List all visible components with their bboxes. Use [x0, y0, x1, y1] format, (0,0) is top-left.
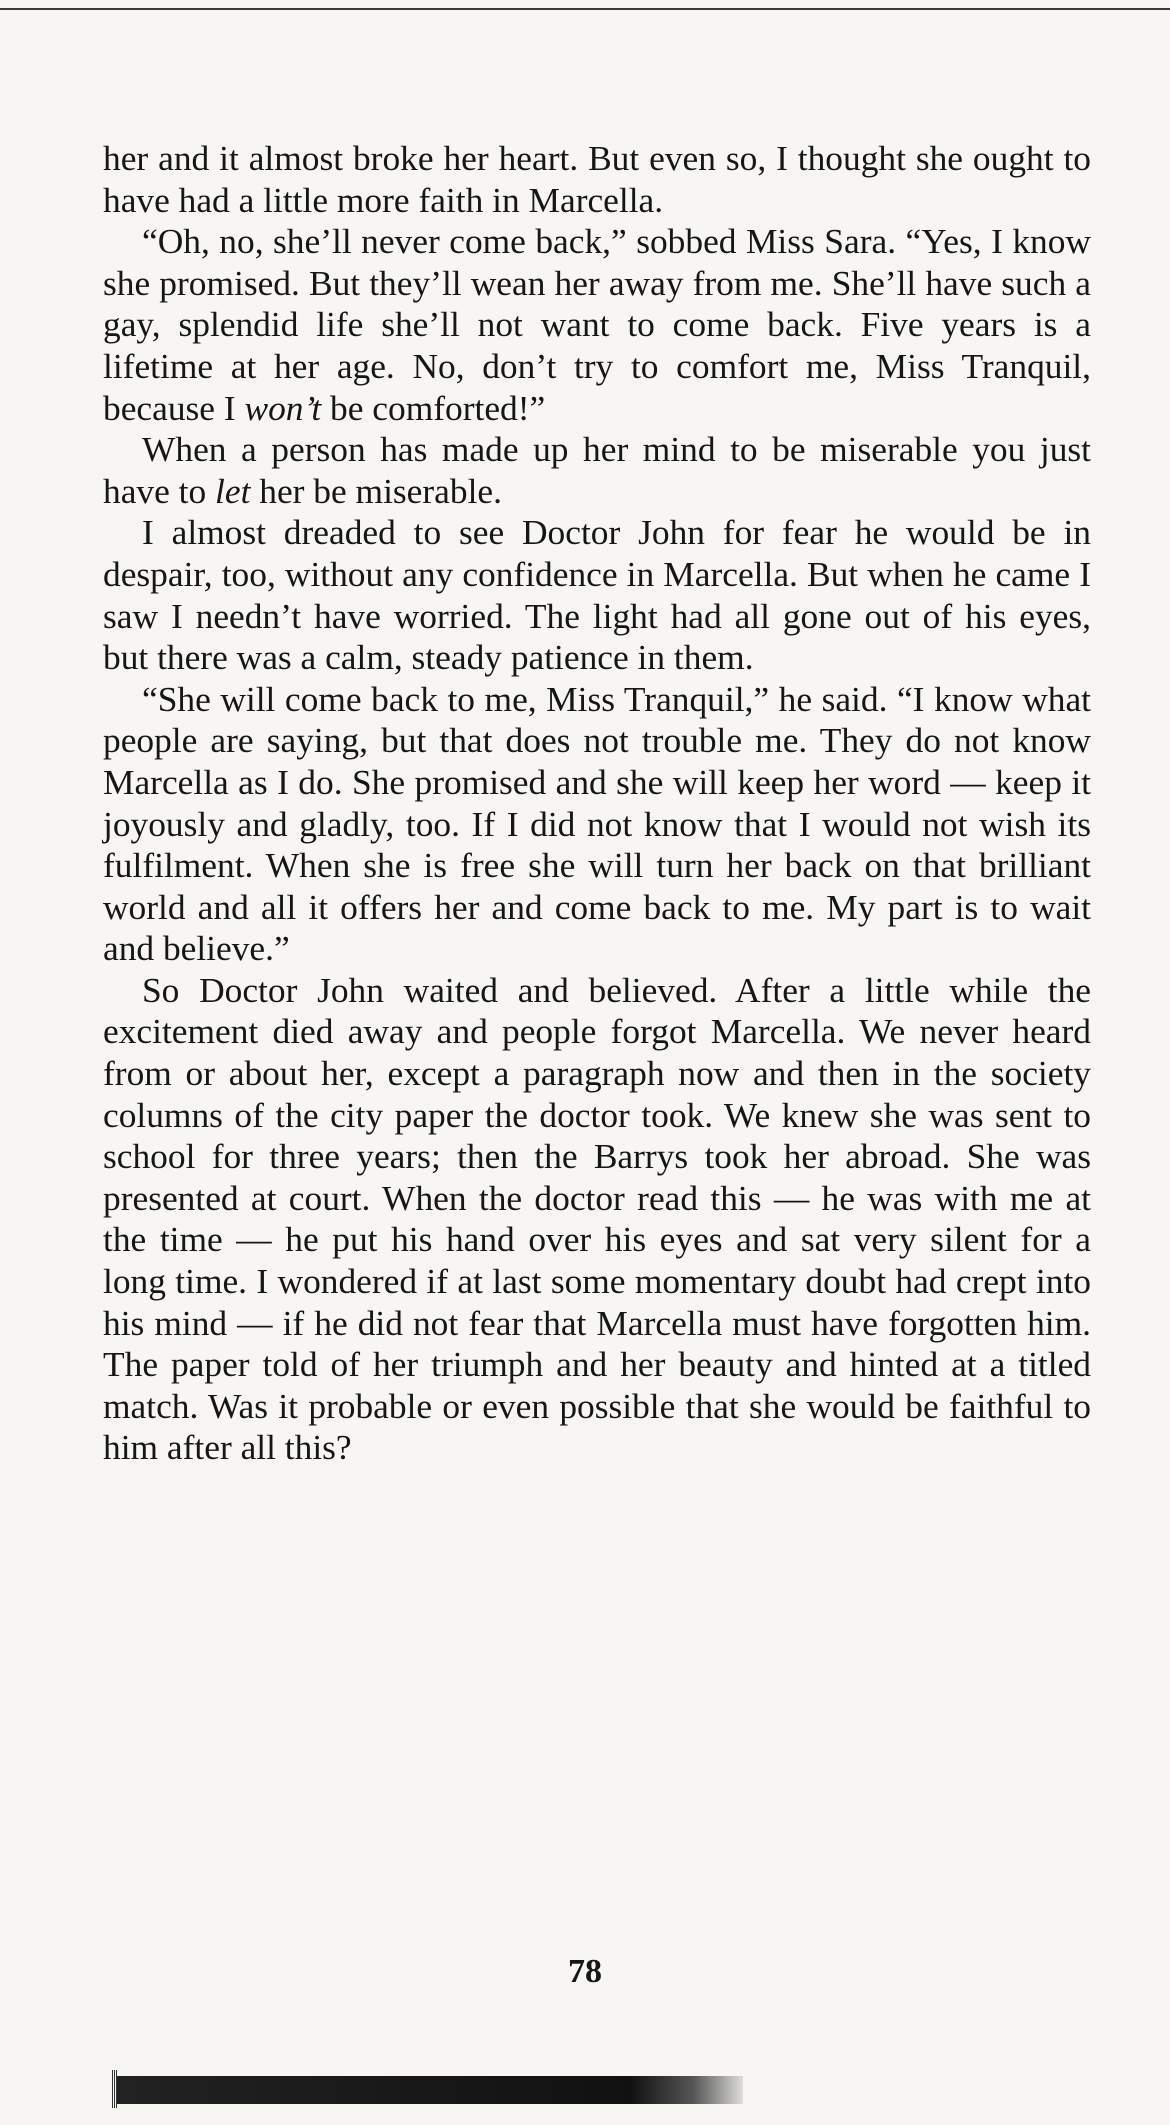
- paragraph-4: [103, 512, 1091, 678]
- paragraph-3-text-a: When a person has made up her mind to be miserable you just have to: [103, 429, 1091, 511]
- page-body: [103, 138, 1091, 1469]
- paragraph-4-text: I almost dreaded to see Doctor John for fear he would be in despair, too, without any confidence in Marcella. But when he came I saw I needn’t have worried. The light had all gone out of his eyes, but there was a calm, steady patience in them.: [103, 512, 1091, 678]
- paragraph-5-text: “She will come back to me, Miss Tranquil,” he said. “I know what people are saying, but that does not trouble me. They do not know Marcella as I do. She promised and she will keep her word — keep it joyously and gladly, too. If I did not know that I would not wish its fulfilment. When she is free she will turn her back on that brilliant world and all it offers her and come back to me. My part is to wait and believe.”: [103, 678, 1091, 969]
- paragraph-2: [103, 221, 1091, 429]
- paragraph-3: [103, 429, 1091, 512]
- paragraph-2-emphasis: won’t: [244, 387, 322, 428]
- paragraph-2-text-a: “Oh, no, she’ll never come back,” sobbed Miss Sara. “Yes, I know she promised. But they’ll wean her away from me. She’ll have such a gay, splendid life she’ll not want to come back. Five years is a lifetime at her age. No, don’t try to comfort me, Miss Tranquil, because I: [103, 221, 1091, 428]
- paragraph-3-emphasis: let: [215, 470, 251, 511]
- paragraph-3-text-b: her be miserable.: [250, 470, 502, 511]
- paragraph-5: [103, 679, 1091, 970]
- paragraph-2-text-b: be comforted!”: [321, 387, 546, 428]
- paragraph-6: [103, 970, 1091, 1469]
- paragraph-6-text: So Doctor John waited and believed. After a little while the excitement died away and people forgot Marcella. We never heard from or about her, except a paragraph now and then in the society columns of the city paper the doctor took. We knew she was sent to school for three years; then the Barrys took her abroad. She was presented at court. When the doctor read this — he was with me at the time — he put his hand over his eyes and sat very silent for a long time. I wondered if at last some momentary doubt had crept into his mind — if he did not fear that Marcella must have forgotten him. The paper told of her triumph and her beauty and hinted at a titled match. Was it probable or even possible that she would be faithful to him after all this?: [103, 969, 1091, 1468]
- page-number: 78: [568, 1953, 602, 1990]
- paragraph-1-text: her and it almost broke her heart. But even so, I thought she ought to have had a little more faith in Marcella.: [103, 138, 1091, 220]
- paragraph-1: [103, 138, 1091, 221]
- scan-bottom-bar: [117, 2076, 743, 2104]
- top-rule: [0, 8, 1170, 10]
